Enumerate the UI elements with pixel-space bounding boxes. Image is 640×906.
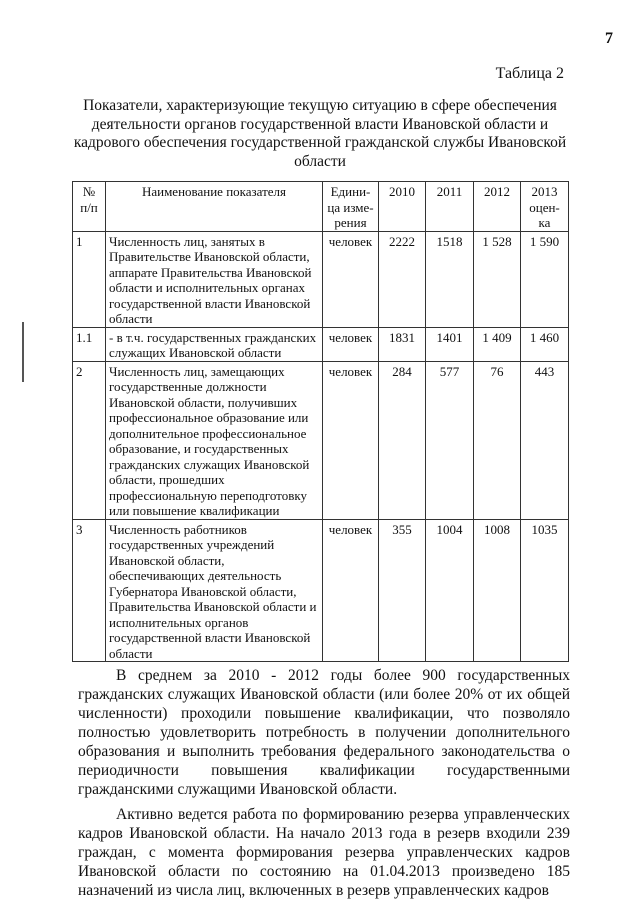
page-content [70,64,570,906]
indicator-name: - в т.ч. государственных гражданских служащих Ивановской области [106,327,323,361]
body-text [78,666,570,900]
value-2010: 2222 [379,231,426,327]
table-row [73,361,569,519]
col-2013: 2013 оцен-ка [521,182,569,232]
unit: человек [323,519,379,662]
col-unit: Едини-ца изме-рения [323,182,379,232]
value-2012: 1 409 [474,327,521,361]
table-row [73,231,569,327]
indicator-name: Численность работников государственных учреждений Ивановской области, обеспечивающих деятельность Губернатора Ивановской области, Правительства Ивановской области и исполнительных органов государственной власти Ивановской области [106,519,323,662]
value-2010: 355 [379,519,426,662]
table-label: Таблица 2 [495,65,564,82]
value-2011: 1004 [426,519,474,662]
unit: человек [323,327,379,361]
col-2012: 2012 [474,182,521,232]
row-number: 1 [73,231,106,327]
scan-artifact [22,322,24,382]
paragraph: Активно ведется работа по формированию резерва управленческих кадров Ивановской области. На начало 2013 года в резерв входили 239 граждан, с момента формирования резерва управленческих кадров Ивановской области по состоянию на 01.04.2013 произведено 185 назначений из числа лиц, включенных в резерв управленческих кадров [78,806,570,899]
row-number: 1.1 [73,327,106,361]
value-2013: 1 460 [521,327,569,361]
value-2012: 1008 [474,519,521,662]
col-2011: 2011 [426,182,474,232]
value-2010: 1831 [379,327,426,361]
col-no: № п/п [73,182,106,232]
value-2012: 76 [474,361,521,519]
value-2011: 1401 [426,327,474,361]
table-header-row [73,182,569,232]
value-2011: 1518 [426,231,474,327]
unit: человек [323,231,379,327]
paragraph: В среднем за 2010 - 2012 годы более 900 государственных гражданских служащих Ивановской области (или более 20% от их общей численности) проходили повышение квалификации, что позволяло полностью удовлетворить потребность в получении дополнительного образования и выполнить требования федерального законодательства о периодичности повышения квалификации государственными гражданскими служащими Ивановской области. [78,667,570,798]
indicator-name: Численность лиц, замещающих государственные должности Ивановской области, получивших профессиональное образование или дополнительное профессиональное образование, и государственных гражданских служащих Ивановской области, прошедших профессиональную переподготовку или повышение квалификации [106,361,323,519]
table-row [73,327,569,361]
value-2013: 443 [521,361,569,519]
col-2010: 2010 [379,182,426,232]
value-2011: 577 [426,361,474,519]
indicator-name: Численность лиц, занятых в Правительстве Ивановской области, аппарате Правительства Ивановской области и исполнительных органах государственной власти Ивановской области [106,231,323,327]
table-title: Показатели, характеризующие текущую ситуацию в сфере обеспечения деятельности органов государственной власти Ивановской области и кадрового обеспечения государственной гражданской службы Ивановской области [73,97,567,170]
table-row [73,519,569,662]
value-2012: 1 528 [474,231,521,327]
indicators-table [72,181,569,662]
value-2013: 1035 [521,519,569,662]
col-name: Наименование показателя [106,182,323,232]
value-2013: 1 590 [521,231,569,327]
unit: человек [323,361,379,519]
value-2010: 284 [379,361,426,519]
row-number: 2 [73,361,106,519]
page-mark: 7 [605,30,613,47]
row-number: 3 [73,519,106,662]
